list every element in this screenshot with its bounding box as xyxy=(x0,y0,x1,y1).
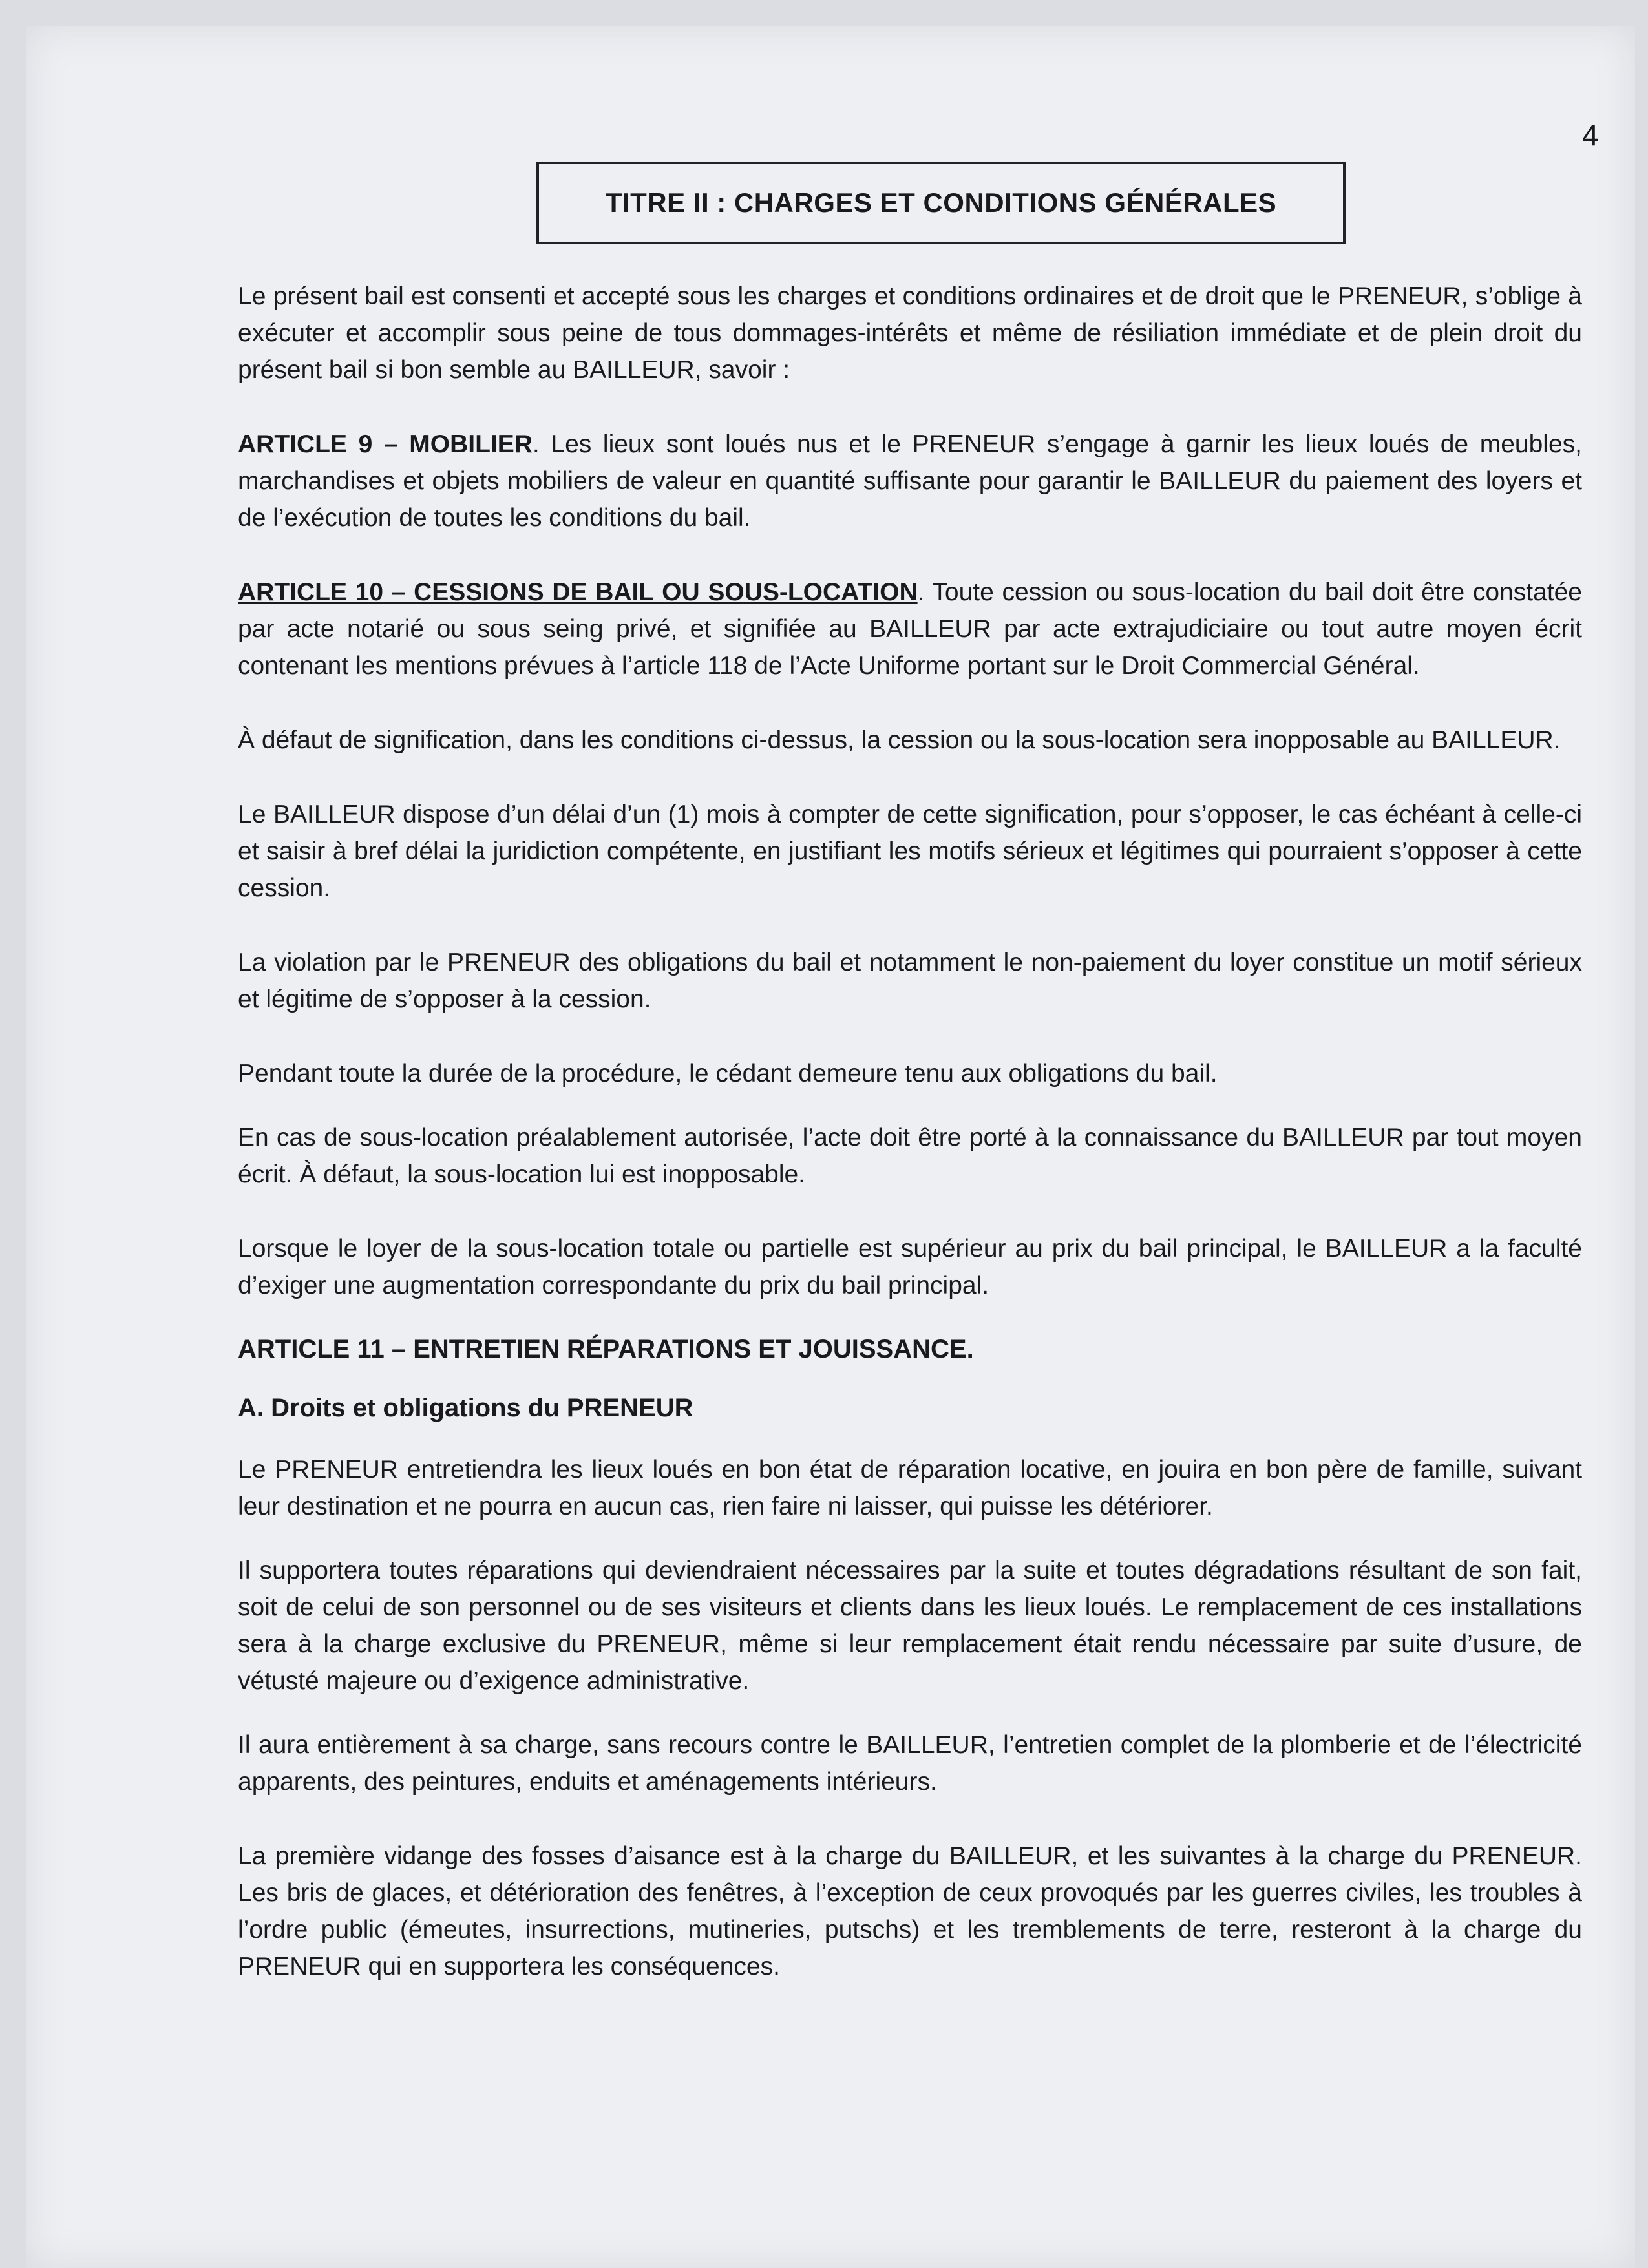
article-10-paragraph: Lorsque le loyer de la sous-location totale ou partielle est supérieur au prix du bail principal, le BAILLEUR a la faculté d’exiger une augmentation correspondante du prix du bail principal. xyxy=(238,1235,1582,1299)
article-11-subheading: A. Droits et obligations du PRENEUR xyxy=(238,1394,693,1422)
article-10-paragraph: La violation par le PRENEUR des obligations du bail et notamment le non-paiement du loyer constitue un motif sérieux et légitime de s’opposer à la cession. xyxy=(238,949,1582,1013)
article-10-paragraph: En cas de sous-location préalablement autorisée, l’acte doit être porté à la connaissance du BAILLEUR par tout moyen écrit. À défaut, la sous-location lui est inopposable. xyxy=(238,1124,1582,1188)
article-9-text: . Les lieux sont loués nus et le PRENEUR s’engage à garnir les lieux loués de meubles, marchandises et objets mobiliers de valeur en quantité suffisante pour garantir le BAILLEUR du paiement des loyers et de l’exécution de toutes les conditions du bail. xyxy=(238,430,1582,532)
article-11-heading: ARTICLE 11 – ENTRETIEN RÉPARATIONS ET JOUISSANCE. xyxy=(238,1335,974,1363)
article-10-text: . Toute cession ou sous-location du bail doit être constatée par acte notarié ou sous seing privé, et signifiée au BAILLEUR par acte extrajudiciaire ou tout autre moyen écrit contenant les mentions prévues à l’article 118 de l’Acte Uniforme portant sur le Droit Commercial Général. xyxy=(238,578,1582,680)
article-11-paragraph: Il supportera toutes réparations qui deviendraient nécessaires par la suite et toutes dégradations résultant de son fait, soit de celui de son personnel ou de ses visiteurs et clients dans les lieux loués. Le remplacement de ces installations sera à la charge exclusive du PRENEUR, même si leur remplacement était rendu nécessaire par suite d’usure, de vétusté majeure ou d’exigence administrative. xyxy=(238,1557,1582,1695)
article-10-paragraph: Le BAILLEUR dispose d’un délai d’un (1) mois à compter de cette signification, pour s’opposer, le cas échéant à celle-ci et saisir à bref délai la juridiction compétente, en justifiant les motifs sérieux et légitimes qui pourraient s’opposer à cette cession. xyxy=(238,801,1582,902)
article-9-label: ARTICLE 9 – MOBILIER xyxy=(238,430,533,458)
article-10-paragraph: Pendant toute la durée de la procédure, le cédant demeure tenu aux obligations du bail. xyxy=(238,1060,1218,1087)
article-10-paragraph: À défaut de signification, dans les conditions ci-dessus, la cession ou la sous-location sera inopposable au BAILLEUR. xyxy=(238,726,1561,754)
document-body xyxy=(238,278,1582,2022)
page-number: 4 xyxy=(1582,118,1599,152)
article-10-label: ARTICLE 10 – CESSIONS DE BAIL OU SOUS-LOCATION xyxy=(238,578,918,606)
article-11-paragraph: Le PRENEUR entretiendra les lieux loués en bon état de réparation locative, en jouira en bon père de famille, suivant leur destination et ne pourra en aucun cas, rien faire ni laisser, qui puisse les détériorer. xyxy=(238,1456,1582,1520)
article-11-paragraph: Il aura entièrement à sa charge, sans recours contre le BAILLEUR, l’entretien complet de la plomberie et de l’électricité apparents, des peintures, enduits et aménagements intérieurs. xyxy=(238,1731,1582,1796)
title-box xyxy=(536,162,1346,244)
article-10 xyxy=(238,574,1582,684)
intro-paragraph: Le présent bail est consenti et accepté sous les charges et conditions ordinaires et de droit que le PRENEUR, s’oblige à exécuter et accomplir sous peine de tous dommages-intérêts et même de résiliation immédiate et de plein droit du présent bail si bon semble au BAILLEUR, savoir : xyxy=(238,282,1582,384)
article-11-paragraph: La première vidange des fosses d’aisance est à la charge du BAILLEUR, et les suivantes à la charge du PRENEUR. Les bris de glaces, et détérioration des fenêtres, à l’exception de ceux provoqués par les guerres civiles, les troubles à l’ordre public (émeutes, insurrections, mutineries, putschs) et les tremblements de terre, resteront à la charge du PRENEUR qui en supportera les conséquences. xyxy=(238,1842,1582,1980)
page-title: TITRE II : CHARGES ET CONDITIONS GÉNÉRALES xyxy=(605,187,1277,218)
article-9 xyxy=(238,426,1582,536)
